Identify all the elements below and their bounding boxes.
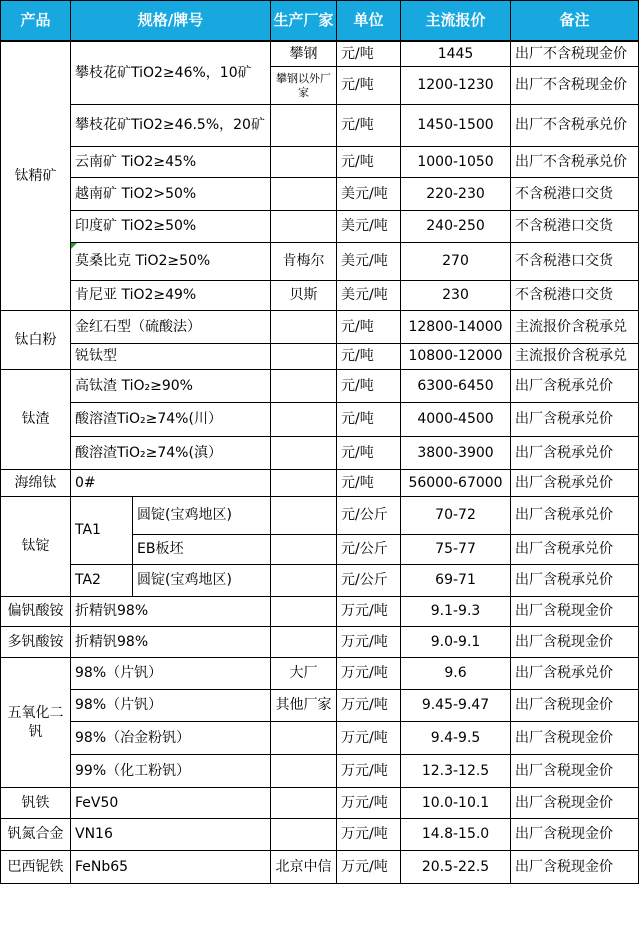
manufacturer-cell[interactable]	[271, 403, 337, 437]
unit-cell[interactable]: 万元/吨	[337, 690, 401, 722]
price-cell[interactable]: 220-230	[401, 178, 511, 211]
unit-cell[interactable]: 美元/吨	[337, 281, 401, 311]
manufacturer-cell[interactable]	[271, 788, 337, 819]
product-cell[interactable]: 五氧化二钒	[1, 658, 71, 788]
note-cell[interactable]: 出厂含税现金价	[511, 819, 639, 851]
spec-text: 莫桑比克 TiO2≥50%	[75, 253, 211, 270]
manufacturer-cell[interactable]	[271, 597, 337, 627]
table-row	[1, 211, 639, 243]
spec-cell[interactable]: 98%（片钒）	[71, 658, 271, 690]
note-cell[interactable]: 出厂含税现金价	[511, 722, 639, 755]
table-row	[1, 690, 639, 722]
unit-cell[interactable]: 美元/吨	[337, 243, 401, 281]
price-cell[interactable]: 10800-12000	[401, 344, 511, 370]
unit-cell[interactable]: 万元/吨	[337, 722, 401, 755]
unit-cell[interactable]: 元/吨	[337, 437, 401, 470]
table-row	[1, 627, 639, 658]
product-cell[interactable]: 多钒酸铵	[1, 627, 71, 658]
product-cell[interactable]: 钛精矿	[1, 41, 71, 311]
unit-cell[interactable]: 元/吨	[337, 105, 401, 147]
product-cell[interactable]: 巴西铌铁	[1, 851, 71, 884]
price-cell[interactable]: 9.1-9.3	[401, 597, 511, 627]
price-cell[interactable]: 20.5-22.5	[401, 851, 511, 884]
unit-cell[interactable]: 元/吨	[337, 41, 401, 67]
note-cell[interactable]: 出厂含税现金价	[511, 851, 639, 884]
manufacturer-cell[interactable]: 北京中信	[271, 851, 337, 884]
table-row	[1, 105, 639, 147]
spec-cell[interactable]: 越南矿 TiO2>50%	[71, 178, 271, 211]
table-row	[1, 41, 639, 67]
note-cell[interactable]: 不含税港口交货	[511, 243, 639, 281]
price-cell[interactable]: 10.0-10.1	[401, 788, 511, 819]
manufacturer-cell[interactable]	[271, 627, 337, 658]
unit-cell[interactable]: 元/吨	[337, 403, 401, 437]
manufacturer-cell[interactable]	[271, 565, 337, 597]
spec-cell[interactable]: 印度矿 TiO2≥50%	[71, 211, 271, 243]
col-header-manufacturer[interactable]: 生产厂家	[271, 1, 337, 41]
price-cell[interactable]: 3800-3900	[401, 437, 511, 470]
spec-cell[interactable]: 高钛渣 TiO₂≥90%	[71, 370, 271, 403]
unit-cell[interactable]: 万元/吨	[337, 788, 401, 819]
price-cell[interactable]: 230	[401, 281, 511, 311]
col-header-price[interactable]: 主流报价	[401, 1, 511, 41]
unit-cell[interactable]: 万元/吨	[337, 851, 401, 884]
table-row	[1, 344, 639, 370]
manufacturer-cell[interactable]	[271, 819, 337, 851]
header-row	[1, 1, 639, 41]
table-row	[1, 470, 639, 497]
manufacturer-cell[interactable]	[271, 311, 337, 344]
spec-cell[interactable]: 攀枝花矿TiO2≥46%，10矿	[71, 41, 271, 105]
spec-cell[interactable]: FeNb65	[71, 851, 271, 884]
manufacturer-cell[interactable]	[271, 535, 337, 565]
manufacturer-cell[interactable]	[271, 722, 337, 755]
note-cell[interactable]: 出厂含税现金价	[511, 597, 639, 627]
spec-cell[interactable]: 折精钒98%	[71, 597, 271, 627]
manufacturer-cell[interactable]: 攀钢	[271, 41, 337, 67]
table-row	[1, 597, 639, 627]
col-header-product[interactable]: 产品	[1, 1, 71, 41]
spec-cell[interactable]: 云南矿 TiO2≥45%	[71, 147, 271, 178]
unit-cell[interactable]: 美元/吨	[337, 178, 401, 211]
manufacturer-cell[interactable]	[271, 497, 337, 535]
unit-cell[interactable]: 万元/吨	[337, 755, 401, 788]
product-cell[interactable]: 钛白粉	[1, 311, 71, 370]
note-cell[interactable]: 出厂含税现金价	[511, 788, 639, 819]
table-row	[1, 403, 639, 437]
spec-cell[interactable]: 攀枝花矿TiO2≥46.5%，20矿	[71, 105, 271, 147]
note-cell[interactable]: 出厂含税现金价	[511, 627, 639, 658]
col-header-unit[interactable]: 单位	[337, 1, 401, 41]
table-row	[1, 755, 639, 788]
price-cell[interactable]: 69-71	[401, 565, 511, 597]
table-row	[1, 311, 639, 344]
note-cell[interactable]: 出厂含税承兑价	[511, 535, 639, 565]
note-cell[interactable]: 出厂含税现金价	[511, 755, 639, 788]
spec-cell[interactable]: 金红石型（硫酸法）	[71, 311, 271, 344]
unit-cell[interactable]: 元/吨	[337, 470, 401, 497]
cell-error-marker-icon	[71, 243, 77, 249]
product-cell[interactable]: 钛渣	[1, 370, 71, 470]
note-cell[interactable]: 主流报价含税承兑	[511, 311, 639, 344]
table-row	[1, 788, 639, 819]
price-cell[interactable]: 1450-1500	[401, 105, 511, 147]
grade-cell[interactable]: TA1	[71, 497, 133, 565]
manufacturer-cell[interactable]	[271, 211, 337, 243]
price-cell[interactable]: 12800-14000	[401, 311, 511, 344]
unit-cell[interactable]: 美元/吨	[337, 211, 401, 243]
spec-cell[interactable]: FeV50	[71, 788, 271, 819]
spec-cell[interactable]: 98%（片钒）	[71, 690, 271, 722]
unit-cell[interactable]: 万元/吨	[337, 597, 401, 627]
manufacturer-cell[interactable]: 大厂	[271, 658, 337, 690]
note-cell[interactable]: 出厂不含税现金价	[511, 41, 639, 67]
table-row	[1, 147, 639, 178]
price-cell[interactable]: 1445	[401, 41, 511, 67]
note-cell[interactable]: 出厂含税现金价	[511, 690, 639, 722]
spec-cell[interactable]: 酸溶渣TiO₂≥74%(川）	[71, 403, 271, 437]
subspec-cell[interactable]: 圆锭(宝鸡地区)	[133, 565, 271, 597]
spec-cell[interactable]: 折精钒98%	[71, 627, 271, 658]
subspec-cell[interactable]: 圆锭(宝鸡地区)	[133, 497, 271, 535]
manufacturer-cell[interactable]: 贝斯	[271, 281, 337, 311]
spec-cell[interactable]: 肯尼亚 TiO2≥49%	[71, 281, 271, 311]
table-row	[1, 819, 639, 851]
note-cell[interactable]: 出厂含税承兑价	[511, 370, 639, 403]
note-cell[interactable]: 出厂含税承兑价	[511, 497, 639, 535]
product-cell[interactable]: 钒铁	[1, 788, 71, 819]
note-cell[interactable]: 出厂不含税承兑价	[511, 105, 639, 147]
table-row	[1, 243, 639, 281]
price-cell[interactable]: 56000-67000	[401, 470, 511, 497]
note-cell[interactable]: 出厂不含税承兑价	[511, 147, 639, 178]
unit-cell[interactable]: 元/公斤	[337, 565, 401, 597]
spec-cell[interactable]: VN16	[71, 819, 271, 851]
spec-cell[interactable]: 0#	[71, 470, 271, 497]
manufacturer-cell[interactable]	[271, 470, 337, 497]
unit-cell[interactable]: 万元/吨	[337, 819, 401, 851]
price-cell[interactable]: 270	[401, 243, 511, 281]
unit-cell[interactable]: 万元/吨	[337, 627, 401, 658]
note-cell[interactable]: 出厂含税承兑价	[511, 565, 639, 597]
table-row	[1, 370, 639, 403]
price-cell[interactable]: 75-77	[401, 535, 511, 565]
table-row	[1, 658, 639, 690]
spec-cell[interactable]: 98%（冶金粉钒）	[71, 722, 271, 755]
manufacturer-cell[interactable]	[271, 755, 337, 788]
unit-cell[interactable]: 元/公斤	[337, 497, 401, 535]
price-cell[interactable]: 4000-4500	[401, 403, 511, 437]
note-cell[interactable]: 出厂含税承兑价	[511, 437, 639, 470]
unit-cell[interactable]: 元/公斤	[337, 535, 401, 565]
col-header-note[interactable]: 备注	[511, 1, 639, 41]
note-cell[interactable]: 主流报价含税承兑	[511, 344, 639, 370]
subspec-cell[interactable]: EB板坯	[133, 535, 271, 565]
grade-cell[interactable]: TA2	[71, 565, 133, 597]
price-cell[interactable]: 12.3-12.5	[401, 755, 511, 788]
unit-cell[interactable]: 元/吨	[337, 311, 401, 344]
manufacturer-cell[interactable]	[271, 147, 337, 178]
product-cell[interactable]: 偏钒酸铵	[1, 597, 71, 627]
unit-cell[interactable]: 元/吨	[337, 67, 401, 105]
price-cell[interactable]: 1000-1050	[401, 147, 511, 178]
table-row	[1, 722, 639, 755]
table-row	[1, 281, 639, 311]
manufacturer-cell[interactable]: 其他厂家	[271, 690, 337, 722]
note-cell[interactable]: 不含税港口交货	[511, 211, 639, 243]
unit-cell[interactable]: 元/吨	[337, 147, 401, 178]
manufacturer-cell[interactable]	[271, 105, 337, 147]
table-row	[1, 437, 639, 470]
note-cell[interactable]: 出厂含税承兑价	[511, 470, 639, 497]
note-cell[interactable]: 出厂含税承兑价	[511, 403, 639, 437]
price-cell[interactable]: 9.6	[401, 658, 511, 690]
table-row	[1, 851, 639, 884]
price-cell[interactable]: 70-72	[401, 497, 511, 535]
note-cell[interactable]: 不含税港口交货	[511, 281, 639, 311]
manufacturer-cell[interactable]	[271, 437, 337, 470]
table-row	[1, 178, 639, 211]
spec-cell[interactable]: 锐钛型	[71, 344, 271, 370]
spec-cell[interactable]: 酸溶渣TiO₂≥74%(滇）	[71, 437, 271, 470]
unit-cell[interactable]: 元/吨	[337, 344, 401, 370]
price-cell[interactable]: 1200-1230	[401, 67, 511, 105]
note-cell[interactable]: 不含税港口交货	[511, 178, 639, 211]
price-cell[interactable]: 6300-6450	[401, 370, 511, 403]
product-cell[interactable]: 海绵钛	[1, 470, 71, 497]
price-cell[interactable]: 240-250	[401, 211, 511, 243]
note-cell[interactable]: 出厂不含税现金价	[511, 67, 639, 105]
product-cell[interactable]: 钒氮合金	[1, 819, 71, 851]
manufacturer-cell[interactable]	[271, 344, 337, 370]
unit-cell[interactable]: 元/吨	[337, 370, 401, 403]
price-cell[interactable]: 9.4-9.5	[401, 722, 511, 755]
spec-cell[interactable]: 99%（化工粉钒）	[71, 755, 271, 788]
manufacturer-cell[interactable]	[271, 178, 337, 211]
note-cell[interactable]: 出厂含税承兑价	[511, 658, 639, 690]
price-cell[interactable]: 9.0-9.1	[401, 627, 511, 658]
product-cell[interactable]: 钛锭	[1, 497, 71, 597]
price-cell[interactable]: 14.8-15.0	[401, 819, 511, 851]
manufacturer-cell[interactable]: 肯梅尔	[271, 243, 337, 281]
table-row	[1, 497, 639, 535]
table-row	[1, 565, 639, 597]
unit-cell[interactable]: 万元/吨	[337, 658, 401, 690]
spec-cell[interactable]	[71, 243, 271, 281]
price-cell[interactable]: 9.45-9.47	[401, 690, 511, 722]
col-header-spec[interactable]: 规格/牌号	[71, 1, 271, 41]
manufacturer-cell[interactable]	[271, 370, 337, 403]
manufacturer-cell[interactable]: 攀钢以外厂家	[271, 67, 337, 105]
